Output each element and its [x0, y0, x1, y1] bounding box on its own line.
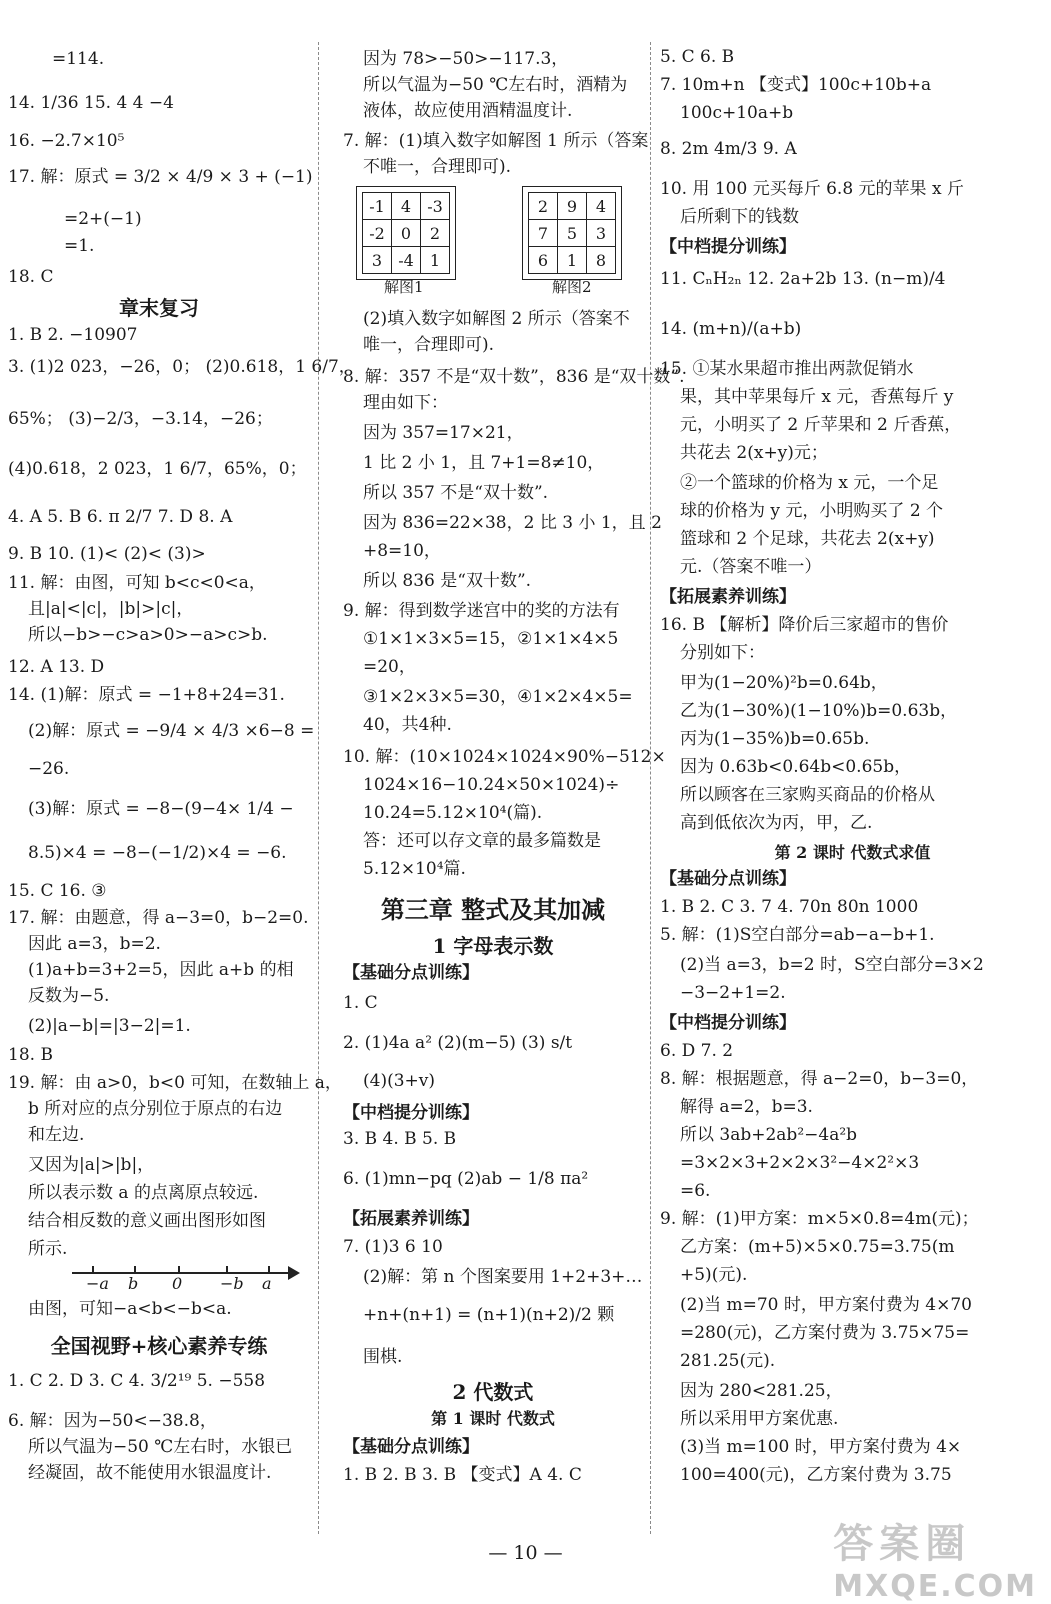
- answer-line: 14. (1)解：原式 = −1+8+24=31.: [8, 685, 285, 705]
- answer-line: 乙方案：(m+5)×5×0.75=3.75(m: [680, 1237, 955, 1257]
- answer-line: 8.5)×4 = −8−(−1/2)×4 = −6.: [28, 843, 287, 863]
- answer-line: 共花去 2(x+y)元；: [680, 443, 828, 463]
- answer-line: 因为 836=22×38，2 比 3 小 1，且 2: [363, 513, 662, 533]
- answer-line: 理由如下：: [363, 393, 448, 413]
- grid-2-caption: 解图2: [552, 278, 592, 296]
- answer-line: 甲为(1−20%)²b=0.64b，: [680, 673, 888, 693]
- answer-line: (2)填入数字如解图 2 所示（答案不: [363, 309, 630, 329]
- answer-line: 10.24=5.12×10⁴(篇).: [363, 803, 543, 823]
- column-divider-right: [650, 42, 651, 1534]
- grid-cell: 4: [392, 193, 421, 220]
- answer-line: −26.: [28, 759, 70, 779]
- answer-line: 因此 a=3，b=2.: [28, 934, 161, 954]
- grid-cell: -1: [363, 193, 392, 220]
- answer-line: 40，共4种.: [363, 715, 452, 735]
- answer-line: 结合相反数的意义画出图形如图: [28, 1211, 266, 1231]
- answer-line: 又因为|a|>|b|，: [28, 1155, 155, 1175]
- grid-cell: 3: [587, 220, 616, 247]
- answer-line: 1. B 2. B 3. B 【变式】A 4. C: [343, 1465, 582, 1485]
- answer-line: 反数为−5.: [28, 986, 110, 1006]
- number-line-label: −a: [86, 1274, 109, 1293]
- answer-line: 2. (1)4a a² (2)(m−5) (3) s/t: [343, 1033, 573, 1053]
- answer-line: 5. C 6. B: [660, 47, 735, 67]
- number-line-label: b: [128, 1274, 139, 1293]
- grid-cell: 4: [587, 193, 616, 220]
- answer-line: 100c+10a+b: [680, 103, 794, 123]
- grid-cell: 7: [529, 220, 558, 247]
- answer-line: ②一个篮球的价格为 x 元，一个足: [680, 473, 939, 493]
- section-heading: 1 字母表示数: [432, 934, 554, 958]
- answer-line: =280(元)，乙方案付费为 3.75×75=: [680, 1323, 970, 1343]
- answer-line: 所以表示数 a 的点离原点较远.: [28, 1183, 259, 1203]
- answer-line: (2)当 m=70 时，甲方案付费为 4×70: [680, 1295, 972, 1315]
- answer-line: 且|a|<|c|，|b|>|c|，: [28, 599, 194, 619]
- grid-cell: 6: [529, 247, 558, 274]
- page-number: — 10 —: [488, 1542, 563, 1564]
- section-heading: 2 代数式: [452, 1380, 534, 1404]
- answer-line: 由图，可知−a<b<−b<a.: [28, 1299, 232, 1319]
- answer-line: 1. C 2. D 3. C 4. 3/2¹⁹ 5. −558: [8, 1371, 266, 1391]
- answer-line: 8. 解：根据题意，得 a−2=0，b−3=0，: [660, 1069, 979, 1089]
- answer-line: 所以 836 是“双十数”.: [363, 571, 532, 591]
- answer-line: (2)解：第 n 个图案要用 1+2+3+…: [363, 1267, 643, 1287]
- grid-cell: 2: [421, 220, 450, 247]
- answer-line: 10. 用 100 元买每斤 6.8 元的苹果 x 斤: [660, 179, 964, 199]
- grid-cell: 1: [558, 247, 587, 274]
- answer-line: +5)(元).: [680, 1265, 748, 1285]
- answer-line: 所以采用甲方案优惠.: [680, 1409, 839, 1429]
- answer-line: =20，: [363, 657, 416, 677]
- training-heading: 【中档提分训练】: [660, 237, 796, 257]
- answer-line: =1.: [64, 236, 95, 256]
- number-line-tick: [134, 1266, 136, 1274]
- grid-cell: 8: [587, 247, 616, 274]
- answer-line: 18. C: [8, 267, 54, 287]
- answer-line: 所以气温为−50 ℃左右时，水银已: [28, 1437, 293, 1457]
- grid-cell: 0: [392, 220, 421, 247]
- section-heading: 第 1 课时 代数式: [431, 1409, 555, 1428]
- answer-line: 唯一，合理即可).: [363, 335, 495, 355]
- answer-line: 7. 解：(1)填入数字如解图 1 所示（答案: [343, 131, 649, 151]
- answer-line: 14. 1/36 15. 4 4 −4: [8, 93, 174, 113]
- answer-line: 1. B 2. C 3. 7 4. 70n 80n 1000: [660, 897, 919, 917]
- answer-line: 11. 解：由图，可知 b<c<0<a，: [8, 573, 266, 593]
- answer-line: 3. B 4. B 5. B: [343, 1129, 457, 1149]
- answer-line: 14. (m+n)/(a+b): [660, 319, 802, 339]
- answer-line: =3×2×3+2×2×3²−4×2²×3: [680, 1153, 920, 1173]
- answer-line: 果，其中苹果每斤 x 元，香蕉每斤 y: [680, 387, 954, 407]
- answer-line: 和左边.: [28, 1125, 85, 1145]
- answer-line: (1)a+b=3+2=5，因此 a+b 的相: [28, 960, 294, 980]
- answer-line: 17. 解：原式 = 3/2 × 4/9 × 3 + (−1): [8, 167, 313, 187]
- watermark-logo: 答案圈 MXQE.COM: [833, 1521, 1037, 1604]
- answer-line: 17. 解：由题意，得 a−3=0，b−2=0.: [8, 908, 309, 928]
- training-heading: 【中档提分训练】: [343, 1103, 479, 1123]
- column-divider-left: [318, 42, 319, 1534]
- answer-line: (3)当 m=100 时，甲方案付费为 4×: [680, 1437, 962, 1457]
- number-line-tick: [268, 1266, 270, 1274]
- answer-line: ③1×2×3×5=30，④1×2×4×5=: [363, 687, 633, 707]
- answer-line: 篮球和 2 个足球，共花去 2(x+y): [680, 529, 935, 549]
- training-heading: 【基础分点训练】: [343, 963, 479, 983]
- answer-line: 6. (1)mn−pq (2)ab − 1/8 πa²: [343, 1169, 589, 1189]
- answer-line: (2)解：原式 = −9/4 × 4/3 ×6−8 =: [28, 721, 315, 741]
- answer-line: 4. A 5. B 6. π 2/7 7. D 8. A: [8, 507, 233, 527]
- grid-cell: -3: [421, 193, 450, 220]
- training-heading: 【拓展素养训练】: [660, 587, 796, 607]
- answer-line: 7. 10m+n 【变式】100c+10b+a: [660, 75, 932, 95]
- answer-line: 所以 357 不是“双十数”.: [363, 483, 549, 503]
- answer-line: 3. (1)2 023，−26，0； (2)0.618，1 6/7，: [8, 357, 356, 377]
- answer-line: 1. C: [343, 993, 378, 1013]
- answer-line: 经凝固，故不能使用水银温度计.: [28, 1463, 272, 1483]
- chapter-title: 第三章 整式及其加减: [380, 895, 606, 924]
- grid-cell: 9: [558, 193, 587, 220]
- answer-line: (4)(3+v): [363, 1071, 436, 1091]
- grid-cell: -4: [392, 247, 421, 274]
- answer-line: +n+(n+1) = (n+1)(n+2)/2 颗: [363, 1305, 615, 1325]
- grid-1-caption: 解图1: [384, 278, 424, 296]
- number-line-tick: [178, 1266, 180, 1274]
- number-line-label: a: [262, 1274, 272, 1293]
- answer-line: 所示.: [28, 1239, 68, 1259]
- answer-line: 元.（答案不唯一）: [680, 557, 822, 577]
- answer-line: 15. ①某水果超市推出两款促销水: [660, 359, 914, 379]
- answer-line: 18. B: [8, 1045, 53, 1065]
- answer-line: 100=400(元)，乙方案付费为 3.75: [680, 1465, 952, 1485]
- number-line-tick: [92, 1266, 94, 1274]
- answer-line: 乙为(1−30%)(1−10%)b=0.63b，: [680, 701, 958, 721]
- answer-line: (4)0.618，2 023，1 6/7，65%，0；: [8, 459, 307, 479]
- answer-line: 丙为(1−35%)b=0.65b.: [680, 729, 870, 749]
- number-line: [40, 1258, 300, 1298]
- answer-line: 19. 解：由 a>0，b<0 可知，在数轴上 a，: [8, 1073, 342, 1093]
- answer-line: 后所剩下的钱数: [680, 207, 799, 227]
- answer-line: 7. (1)3 6 10: [343, 1237, 443, 1257]
- section-heading: 全国视野+核心素养专练: [50, 1334, 268, 1358]
- answer-line: 16. −2.7×10⁵: [8, 131, 125, 151]
- number-line-tick: [226, 1266, 228, 1274]
- answer-line: 16. B 【解析】降价后三家超市的售价: [660, 615, 949, 635]
- answer-line: (2)当 a=3，b=2 时，S空白部分=3×2: [680, 955, 984, 975]
- answer-line: 6. D 7. 2: [660, 1041, 734, 1061]
- answer-line: =6.: [680, 1181, 711, 1201]
- answer-line: b 所对应的点分别位于原点的右边: [28, 1099, 283, 1119]
- training-heading: 【基础分点训练】: [660, 869, 796, 889]
- answer-line: 11. CₙH₂ₙ 12. 2a+2b 13. (n−m)/4: [660, 269, 946, 289]
- grid-cell: 3: [363, 247, 392, 274]
- section-heading: 第 2 课时 代数式求值: [774, 843, 931, 862]
- grid-cell: -2: [363, 220, 392, 247]
- answer-line: 因为 0.63b<0.64b<0.65b，: [680, 757, 912, 777]
- grid-cell: 5: [558, 220, 587, 247]
- answer-line: 9. B 10. (1)< (2)< (3)>: [8, 544, 206, 564]
- answer-line: 高到低依次为丙，甲，乙.: [680, 813, 873, 833]
- answer-line: 液体，故应使用酒精温度计.: [363, 101, 573, 121]
- training-heading: 【拓展素养训练】: [343, 1209, 479, 1229]
- answer-line: 答：还可以存文章的最多篇数是: [363, 831, 601, 851]
- answer-line: 6. 解：因为−50<−38.8，: [8, 1411, 217, 1431]
- answer-line: 所以顾客在三家购买商品的价格从: [680, 785, 935, 805]
- answer-line: 所以 3ab+2ab²−4a²b: [680, 1125, 858, 1145]
- answer-line: 1. B 2. −10907: [8, 325, 138, 345]
- answer-line: 不唯一，合理即可).: [363, 157, 512, 177]
- section-heading: 章末复习: [119, 296, 199, 320]
- answer-line: 所以−b>−c>a>0>−a>c>b.: [28, 625, 268, 645]
- answer-line: 5.12×10⁴篇.: [363, 859, 466, 879]
- answer-line: +8=10，: [363, 541, 441, 561]
- answer-line: 分别如下：: [680, 643, 765, 663]
- answer-line: 281.25(元).: [680, 1351, 776, 1371]
- grid-cell: 2: [529, 193, 558, 220]
- answer-line: 9. 解：(1)甲方案：m×5×0.8=4m(元)；: [660, 1209, 979, 1229]
- answer-line: 65%； (3)−2/3，−3.14，−26；: [8, 409, 273, 429]
- answer-line: 解得 a=2，b=3.: [680, 1097, 813, 1117]
- answer-line: 8. 2m 4m/3 9. A: [660, 139, 797, 159]
- answer-line: =2+(−1): [64, 209, 142, 229]
- answer-line: (2)|a−b|=|3−2|=1.: [28, 1016, 191, 1036]
- answer-line: 5. 解：(1)S空白部分=ab−a−b+1.: [660, 925, 935, 945]
- answer-line: =114.: [52, 49, 105, 69]
- answer-line: 因为 78>−50>−117.3，: [363, 49, 569, 69]
- answer-line: 1024×16−10.24×50×1024)÷: [363, 775, 620, 795]
- training-heading: 【基础分点训练】: [343, 1437, 479, 1457]
- training-heading: 【中档提分训练】: [660, 1013, 796, 1033]
- answer-line: −3−2+1=2.: [680, 983, 786, 1003]
- answer-line: 9. 解：得到数学迷宫中的奖的方法有: [343, 601, 620, 621]
- answer-line: 球的价格为 y 元，小明购买了 2 个: [680, 501, 944, 521]
- answer-line: (3)解：原式 = −8−(9−4× 1/4 −: [28, 799, 294, 819]
- number-line-label: −b: [220, 1274, 244, 1293]
- solution-grid-2: [522, 186, 622, 280]
- answer-line: 1 比 2 小 1，且 7+1=8≠10，: [363, 453, 605, 473]
- answer-line: 元，小明买了 2 斤苹果和 2 斤香蕉，: [680, 415, 962, 435]
- grid-cell: 1: [421, 247, 450, 274]
- answer-line: 所以气温为−50 ℃左右时，酒精为: [363, 75, 628, 95]
- answer-line: 12. A 13. D: [8, 657, 105, 677]
- answer-line: ①1×1×3×5=15，②1×1×4×5: [363, 629, 619, 649]
- answer-line: 围棋.: [363, 1347, 403, 1367]
- answer-line: 因为 357=17×21，: [363, 423, 524, 443]
- answer-line: 因为 280<281.25，: [680, 1381, 843, 1401]
- number-line-label: 0: [172, 1274, 183, 1293]
- answer-line: 10. 解：(10×1024×1024×90%−512×: [343, 747, 666, 767]
- answer-line: 15. C 16. ③: [8, 881, 107, 901]
- answer-line: 8. 解：357 不是“双十数”，836 是“双十数”.: [343, 367, 685, 387]
- solution-grid-1: [356, 186, 456, 280]
